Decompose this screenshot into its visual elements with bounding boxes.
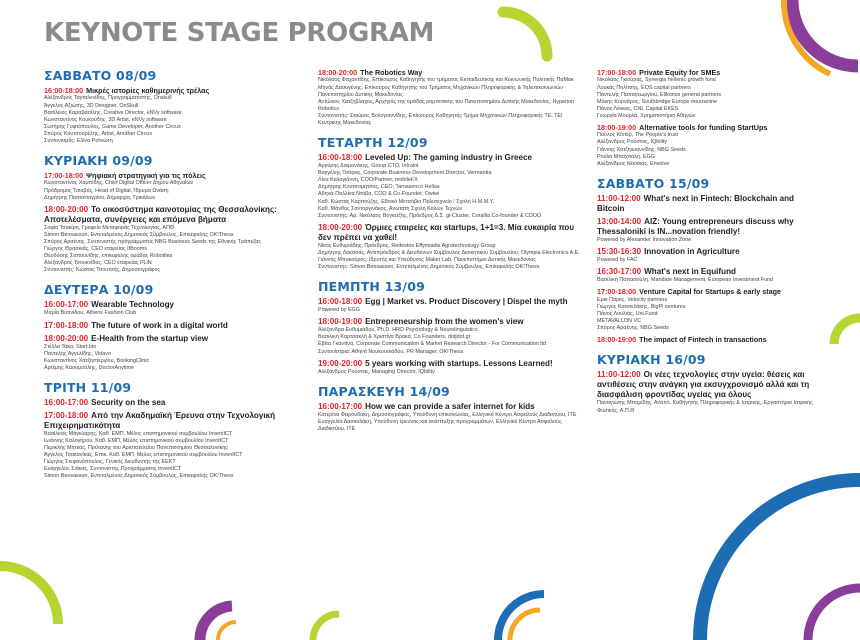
speaker-line: Συντονιστής: Αρ. Νικόλαος Βογιατζής, Πρόεδρος Δ.Σ. gi-Cluster, Corallia Co-founder & CDOO bbox=[318, 212, 542, 219]
speaker-line: Μαρία Βυτινίδου, Athens Fashion Club bbox=[44, 310, 137, 317]
speaker-line: Νικόλαος Φαχαντίδης, Επίκουρος Καθηγητής του τμήματος Εκπαιδευτικής και Κοινωνικής Πολιτικής ΠαΜακ bbox=[318, 77, 574, 84]
session-title: 5 years working with startups. Lessons Learned! bbox=[365, 358, 553, 368]
session-title: Security on the sea bbox=[91, 397, 166, 407]
speaker-line: Αρτέμης Κασομούλης, DoctorAnytime bbox=[44, 364, 134, 371]
session-title: Μικρές ιστορίες καθημερινής τρέλας bbox=[86, 86, 210, 95]
session-item bbox=[597, 287, 819, 332]
session-title-line bbox=[318, 359, 582, 369]
session-time: 16:30-17:00 bbox=[597, 267, 642, 277]
session-time: 18:00-19:00 bbox=[318, 317, 363, 327]
session-item bbox=[318, 153, 582, 220]
session-item bbox=[597, 247, 819, 264]
session-item bbox=[597, 217, 819, 244]
speaker-line: Πάνος Λέκκας, CNL Capital EKES bbox=[597, 105, 679, 112]
page-title: KEYNOTE STAGE PROGRAM bbox=[44, 18, 435, 48]
speaker-line: Νίκος Ευθυμιάδης, Πρόεδρος, Redestos Effymiadis Agrotechnology Group bbox=[318, 242, 496, 249]
session-item bbox=[597, 267, 819, 284]
session-title: Private Equity for SMEs bbox=[639, 68, 721, 77]
session-title-line bbox=[318, 297, 582, 307]
speaker-line: Περικλής Μήτκας, Πρύτανης του Αριστοτελείου Πανεπιστημίου Θεσσαλονίκης bbox=[44, 445, 228, 452]
session-title-line bbox=[44, 205, 302, 225]
speaker-line: Σπύρος Αρσένης, NBG Seeds bbox=[597, 324, 669, 331]
speaker-line: Συντονισμός: Ελίνα Ροϊνιώτη bbox=[44, 137, 113, 144]
program-column-3 bbox=[597, 68, 819, 418]
session-time: 11:00-12:00 bbox=[597, 370, 641, 380]
session-time: 18:00-20:00 bbox=[44, 204, 89, 214]
session-title: How we can provide a safer internet for kids bbox=[365, 401, 535, 411]
speaker-line: Κωνσταντίνος Κουκούδης, 3D Artist, eNVy software bbox=[44, 116, 167, 123]
speaker-line: Γιώργος Στεφανόπουλος, Γενικός Διευθυντής της ΕΕΚΤ bbox=[44, 459, 176, 466]
speaker-line: Αλέξανδρος Ρούστας, IQbility bbox=[597, 139, 668, 146]
session-time: 16:00-17:00 bbox=[318, 401, 363, 411]
session-title: Το οικοσύστημα καινοτομίας της Θεσσαλονίκης: Αποτελέσματα, συνέργειες και επόμενα βήματα bbox=[44, 204, 277, 224]
session-title-line bbox=[597, 247, 819, 257]
speaker-line: Λίνα Καλογιάννη, COO/Partner, mobileFX bbox=[318, 177, 418, 184]
speaker-line: Συντονιστής: Simon Bensasson, Εντεταλμένος Δημοτικός Σύμβουλος, Επικεφαλής OK!Thess bbox=[318, 264, 540, 271]
speaker-line: Αλέξανδρος Νούσιας, Envolve bbox=[597, 160, 670, 167]
session-title-line bbox=[318, 153, 582, 163]
session-title: Leveled Up: The gaming industry in Greece bbox=[365, 153, 532, 163]
session-time: 16:00-18:00 bbox=[318, 297, 363, 307]
session-time: 13:00-14:00 bbox=[597, 216, 642, 226]
session-time: 17:00-18:00 bbox=[44, 320, 89, 330]
session-title-line bbox=[597, 123, 819, 132]
speaker-line: Παναγιώτης Μπαμίδης, Αναπλ. Καθηγητής Πληροφορικής & Ιατρικής, Εργαστήριο Ιατρικής Φυσικής, Α.Π.Θ bbox=[597, 400, 813, 414]
session-title-line bbox=[318, 68, 582, 77]
speaker-line: Πάνος Λουλιάς, Uni.Fund bbox=[597, 310, 658, 317]
purple-arc-top-right bbox=[792, 0, 858, 66]
session-item bbox=[44, 398, 302, 408]
speaker-line: Simon Bensasson, Εντεταλμένος Δημοτικός Σύμβουλος, Επικεφαλής OK!Thess bbox=[44, 231, 234, 238]
session-item bbox=[597, 335, 819, 344]
speaker-line: Γιώργος Κασσελάκης, BigPi ventures bbox=[597, 303, 686, 310]
speaker-line: Powered by FAC bbox=[597, 256, 638, 263]
purple-arc-bottom-right bbox=[808, 588, 860, 640]
session-title: Ψηφιακή στρατηγική για τις πόλεις bbox=[86, 171, 206, 181]
speaker-line: Βαγγέλης Τσόφας, Corporate Business Development Director, Vermantia bbox=[318, 170, 492, 177]
day-heading: ΚΥΡΙΑΚΗ 16/09 bbox=[597, 352, 706, 368]
session-title-line bbox=[44, 321, 302, 331]
session-title: The impact of Fintech in transactions bbox=[639, 335, 767, 344]
session-title-line bbox=[318, 317, 582, 327]
speaker-line: Εβίτα Γκαντίνα, Corporate Communication & Market Research Director - For Communication ltd bbox=[318, 341, 547, 348]
session-title: Από την Ακαδημαϊκή Έρευνα στην Τεχνολογική Επιχειρηματικότητα bbox=[44, 410, 276, 430]
speaker-line: Βασιλική Καρτσακλή & Χριστίνα Βρακά, Co Founders, dotjdot.gr bbox=[318, 334, 471, 341]
speaker-line: Παντελής Αγγελίδης, Vidavo bbox=[44, 350, 111, 357]
speaker-line: Μηνάς Δασυγένης, Επίκουρος Καθηγητής του Τμήματος Μηχανικών Πληροφορικής & Τηλεπικοινωνιών Πανεπιστημίου Δυτικής Μακεδονίας bbox=[318, 84, 563, 98]
session-title: What's next in Fintech: Blockchain and Bitcoin bbox=[597, 193, 794, 213]
session-time: 16:00-17:00 bbox=[44, 300, 89, 310]
speaker-line: Αλέξανδρος Ρούστας, Managing Director, IQbility bbox=[318, 368, 435, 375]
day-block bbox=[318, 384, 582, 433]
session-title: What's next in Equifund bbox=[644, 267, 736, 277]
session-title: Egg | Market vs. Product Discovery | Dispel the myth bbox=[365, 297, 568, 307]
session-title: Οι νέες τεχνολογίες στην υγεία: θέσεις και αντιθέσεις στην ανάγκη για εκσυγχρονισμό αλλά και τη διασφάλιση φροντίδας υγείας για όλους bbox=[597, 370, 810, 400]
green-arc-top-center bbox=[503, 12, 547, 56]
session-time: 17:00-18:00 bbox=[44, 410, 89, 420]
speaker-line: Βασιλική Παπασούλη, Mandate Management, European Investment Fund bbox=[597, 277, 774, 284]
program-column-2 bbox=[318, 68, 582, 436]
speaker-line: Αθηνά-Παλλίνα Ντόβα, COO & Co-Founder, Owiwi bbox=[318, 191, 440, 198]
day-block bbox=[44, 153, 302, 274]
purple-arc-bottom-left bbox=[200, 606, 232, 640]
day-block bbox=[318, 135, 582, 271]
session-item bbox=[318, 359, 582, 376]
session-title-line bbox=[597, 217, 819, 237]
speaker-line: Αντώνιος Χατζηβλαχος, Αρχηγός της ομάδας ρομποτικής του Πανεπιστημίου Δυτικής Μακεδονίας, Hyperion Robotics bbox=[318, 98, 575, 112]
session-title: Innovation in Agriculture bbox=[644, 246, 740, 256]
orange-arc-bottom-center bbox=[510, 610, 540, 640]
speaker-line: Νικόλαος Γκιούρας, Synergia hellenic growth fund bbox=[597, 77, 716, 84]
speaker-line: Δημήτρης Λοκασάς, Αντιπρόεδρος & Διευθύνων Σύμβουλος Διοικητικού Συμβουλίου, Olympia Electronics A.E. bbox=[318, 249, 580, 256]
speaker-line: Αλέξανδρος Τσουκνίδας, CEO εταιρείας PLiN bbox=[44, 260, 152, 267]
session-item bbox=[44, 205, 302, 275]
speaker-line: Ιωάννης Καλογήρου, Καθ. ΕΜΠ, Μέλος επιστημονικού συμβουλίου InventICT bbox=[44, 437, 229, 444]
session-item bbox=[44, 321, 302, 331]
session-time: 17:00-18:00 bbox=[597, 287, 637, 297]
speaker-line: Γιάννης Χατζηιωαννίδης, NBG Seeds bbox=[597, 146, 686, 153]
session-time: 16:00-18:00 bbox=[44, 86, 84, 95]
speaker-line: Μάκης Κορνάρος, Southbridge Europe mezzanine bbox=[597, 98, 717, 105]
speaker-line: Αλέξανδρα Ευθυμιάδου, Ph.D. HRD Psychology & Neurolinguistics bbox=[318, 327, 478, 334]
session-item bbox=[44, 171, 302, 202]
day-block bbox=[597, 352, 819, 414]
session-title-line bbox=[597, 370, 819, 400]
session-title-line bbox=[318, 402, 582, 412]
day-heading: ΠΑΡΑΣΚΕΥΗ 14/09 bbox=[318, 383, 450, 399]
program-column-1 bbox=[44, 68, 302, 484]
speaker-line: Στέλλα Τάκα, Start.bio bbox=[44, 343, 97, 350]
speaker-line: Παντελής Παπαγεωργίου, Elikonos general partners bbox=[597, 91, 722, 98]
speaker-line: Κωνσταντίνος Χαμπίδης, Chief Digital Officer Δήμου Αθηναίων bbox=[44, 180, 194, 187]
session-item bbox=[44, 86, 302, 145]
day-block bbox=[597, 68, 819, 168]
session-item bbox=[318, 402, 582, 433]
speaker-line: Πρόδρομος Τσιαβός, Head of Digital, Ίδρυμα Ωνάση bbox=[44, 187, 169, 194]
speaker-line: Θεοδόσης Σαπουνίδης, επικεφαλής ομάδας Robotiles bbox=[44, 253, 173, 260]
session-title: The future of work in a digital world bbox=[91, 320, 228, 330]
speaker-line: Συντονιστής: Σταύρος Βολογιαννίδης, Επίκουρος Καθηγητής Τμήμα Μηχανικών Πληροφορικής ΤΕ, ΤΕΙ Κεντρικής Μακεδονίας bbox=[318, 112, 563, 126]
speaker-line: Ευάγγελος Σιάκας, Συντονιστής Προγράμματος InventICT bbox=[44, 466, 182, 473]
session-title-line bbox=[44, 334, 302, 344]
session-time: 19:00-20:00 bbox=[318, 358, 363, 368]
day-heading: ΣΑΒΒΑΤΟ 15/09 bbox=[597, 175, 710, 191]
speaker-line: Γιώργος Θρασκιάς, CEO εταιρείας ItBooms bbox=[44, 246, 147, 253]
orange-arc-bottom-left bbox=[218, 622, 236, 640]
session-title: Wearable Technology bbox=[91, 300, 175, 310]
speaker-line: Ευαγγελία Δασκαλάκη, Υπεύθυνη έρευνας και ανάπτυξης προγραμμάτων, Ελληνικό Κέντρο Ασφαλούς Διαδικτύου, ITE bbox=[318, 418, 562, 432]
speaker-line: Αργύρης Δαιμονάκης, Group CTO, Intralot bbox=[318, 163, 419, 170]
speaker-line: Σπύρος Αρσένης, Συντονιστής προγράμματος NBG Business Seeds της Εθνικής Τράπεζας bbox=[44, 238, 261, 245]
speaker-line: Συντονιστής: Κώστας Τσουτσής, Δημοσιογράφος bbox=[44, 267, 161, 274]
session-item bbox=[318, 68, 582, 127]
speaker-line: Γιάννης Μπακούρος, Ιδρυτής και Υπεύθυνος Maker Lab, Πανεπιστήμιο Δυτικής Μακεδονίας bbox=[318, 257, 536, 263]
session-title-line bbox=[44, 86, 302, 95]
day-heading: ΠΕΜΠΤΗ 13/09 bbox=[318, 279, 425, 295]
day-block bbox=[44, 68, 302, 145]
session-item bbox=[597, 123, 819, 168]
session-time: 15:30-16:30 bbox=[597, 246, 642, 256]
session-item bbox=[44, 300, 302, 317]
session-title-line bbox=[597, 68, 819, 77]
day-block bbox=[318, 68, 582, 127]
session-item bbox=[44, 334, 302, 372]
session-time: 18:00-20:00 bbox=[44, 333, 89, 343]
speaker-line: Κατερίνα Φαρουδάκη, Δημοσιογράφος, Υπεύθυνη επικοινωνίας, Ελληνικό Κέντρο Ασφαλούς Διαδικτύου, ITE bbox=[318, 411, 577, 418]
speaker-line: Ερικ Παρκς, Velocity partners bbox=[597, 296, 668, 303]
day-block bbox=[318, 279, 582, 376]
speaker-line: Σωτήρης Γυφτόπουλος, Game Developer, Another Circus bbox=[44, 123, 181, 130]
session-time: 18:00-20:00 bbox=[318, 68, 358, 77]
day-heading: ΚΥΡΙΑΚΗ 09/09 bbox=[44, 153, 153, 169]
speaker-line: Καθ. Μάνθος Σαντοργινάκος, Ανώτατη Σχολή Καλών Τεχνών bbox=[318, 205, 463, 212]
speaker-line: Άγγελος Τσακανίκας, Επικ. Καθ. ΕΜΠ, Μέλος επιστημονικού συμβουλίου InventICT bbox=[44, 452, 243, 459]
session-item bbox=[44, 411, 302, 481]
session-item bbox=[597, 194, 819, 214]
speaker-line: Βασίλειος Καραβασίλης, Creative Director, eNVy software bbox=[44, 109, 182, 116]
session-time: 18:00-19:00 bbox=[597, 335, 637, 344]
session-title: AIZ: Young entrepreneurs discuss why Thessaloniki is IN...novation friendly! bbox=[597, 216, 794, 236]
session-title-line bbox=[597, 287, 819, 296]
green-arc-bottom-left bbox=[0, 566, 58, 624]
session-title-line bbox=[44, 398, 302, 408]
session-time: 18:00-20:00 bbox=[318, 222, 363, 232]
session-title-line bbox=[597, 194, 819, 214]
session-time: 11:00-12:00 bbox=[597, 193, 641, 203]
session-title-line bbox=[597, 267, 819, 277]
blue-arc-bottom-center bbox=[498, 594, 544, 640]
speaker-line: Powered by Alexander Innovation Zone bbox=[597, 236, 692, 243]
session-time: 17:00-18:00 bbox=[597, 68, 637, 77]
session-time: 16:00-17:00 bbox=[44, 397, 89, 407]
day-block bbox=[44, 282, 302, 371]
session-item bbox=[597, 68, 819, 120]
speaker-line: Συντονίστρια: Αθηνά Νουκουσιάδου, PR Manager, OK!Thess bbox=[318, 348, 464, 355]
session-time: 18:00-19:00 bbox=[597, 122, 637, 132]
session-title-line bbox=[44, 411, 302, 431]
session-title: Entrepreneurship from the women's view bbox=[365, 317, 524, 327]
speaker-line: Simon Bensasson, Εντεταλμένος Δημοτικός Σύμβουλος, Επικεφαλής OK!Thess bbox=[44, 473, 234, 480]
day-heading: ΔΕΥΤΕΡΑ 10/09 bbox=[44, 282, 154, 298]
speaker-line: Γεωργία Μουρλά, Χρηματιστήριο Αθηνών bbox=[597, 112, 696, 119]
speaker-line: METAVALLON VC bbox=[597, 317, 642, 324]
speaker-line: Δημήτρης Παπασταγρίου, Δήμαρχος Τρικάλων bbox=[44, 194, 156, 201]
speaker-line: Σοφία Τσακίρη, Γραφείο Μεταφοράς Τεχνολογίας, ΑΠΘ bbox=[44, 224, 175, 231]
day-heading: ΣΑΒΒΑΤΟ 08/09 bbox=[44, 68, 157, 83]
day-heading: ΤΕΤΑΡΤΗ 12/09 bbox=[318, 135, 428, 151]
session-title-line bbox=[318, 223, 582, 243]
day-heading: ΤΡΙΤΗ 11/09 bbox=[44, 379, 132, 395]
speaker-line: Powered by EGG bbox=[318, 307, 360, 314]
speaker-line: Κωνσταντίνος Χατζηστεργίου, BookingClinic bbox=[44, 357, 150, 364]
day-block bbox=[44, 380, 302, 481]
session-title: Venture Capital for Startups & early stage bbox=[639, 287, 781, 297]
session-title-line bbox=[597, 335, 819, 344]
speaker-line: Άγγελος Αξιώτης, 3D Designer, OnSkull bbox=[44, 102, 139, 109]
speaker-line: Λουκάς Πηλίτσης, EOS capital partners bbox=[597, 84, 691, 91]
blue-arc-bottom-right bbox=[700, 480, 860, 640]
session-item bbox=[597, 370, 819, 414]
speaker-line: Ρούλα Μπαχτιαλή, EGG bbox=[597, 153, 655, 160]
speaker-line: Παύλος Κίντερ, The People's trust bbox=[597, 132, 679, 139]
speaker-line: Βασίλειος Μάγκλαρης, Καθ. ΕΜΠ, Μέλος επιστημονικού συμβουλίου InventICT bbox=[44, 430, 233, 437]
speaker-line: Αλέξανδρος Ταγταλενίδης, Προγραμματιστής, Onskull bbox=[44, 95, 172, 102]
session-item bbox=[318, 223, 582, 271]
session-item bbox=[318, 317, 582, 355]
session-title: The Robotics Way bbox=[360, 68, 423, 77]
day-block bbox=[597, 176, 819, 345]
speaker-line: Σπύρος Κουτσουρέλης, Artist, Another Circus bbox=[44, 130, 153, 137]
session-title: Alternative tools for funding StartUps bbox=[639, 122, 768, 132]
speaker-line: Καθ. Κώστας Καρπούζης, Εθνικό Μετσόβιο Πολυτεχνείο / Σχολή Η.Μ.Μ.Υ. bbox=[318, 198, 495, 205]
green-arc-right-edge bbox=[834, 318, 860, 344]
session-item bbox=[318, 297, 582, 314]
green-arc-bottom-center bbox=[313, 614, 339, 640]
session-title-line bbox=[44, 300, 302, 310]
speaker-line: Δημήτρης Κουτσομήτσος, CEO, Tamasenco Hellas bbox=[318, 184, 440, 191]
session-time: 16:00-18:00 bbox=[318, 153, 363, 163]
orange-arc-top-right bbox=[784, 0, 830, 74]
session-time: 17:00-18:00 bbox=[44, 171, 84, 181]
session-title: E-Health from the startup view bbox=[91, 333, 209, 343]
session-title: Όρμιες εταιρείες και startups, 1+1=3. Μία ευκαιρία που δεν πρέπει να χαθεί! bbox=[318, 222, 575, 242]
